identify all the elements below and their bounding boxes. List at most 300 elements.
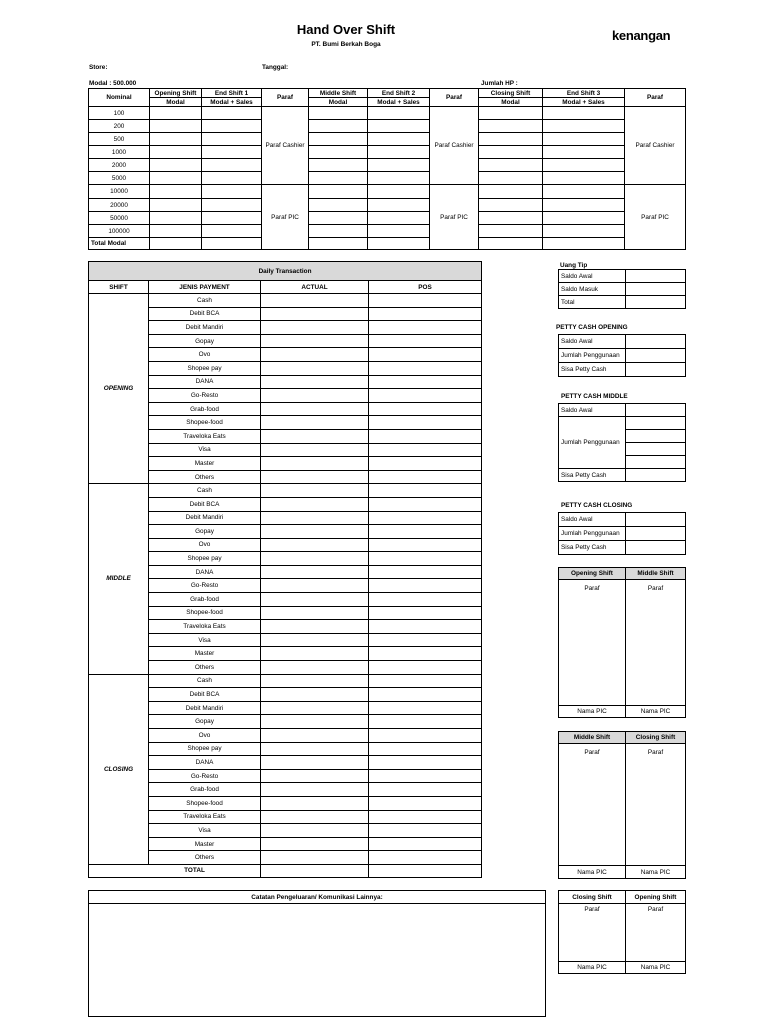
actual-input[interactable] bbox=[261, 810, 369, 824]
payment-type: Shopee-food bbox=[149, 606, 261, 620]
payment-type: Grab-food bbox=[149, 402, 261, 416]
actual-input[interactable] bbox=[261, 701, 369, 715]
actual-input[interactable] bbox=[261, 593, 369, 607]
input-cell[interactable] bbox=[368, 159, 430, 172]
jumlah-hp-label: Jumlah HP : bbox=[481, 80, 518, 87]
actual-input[interactable] bbox=[261, 538, 369, 552]
input-cell[interactable] bbox=[543, 225, 625, 238]
sign1-left-paraf[interactable]: Paraf bbox=[559, 580, 626, 706]
input-cell[interactable] bbox=[202, 172, 262, 185]
pos-input[interactable] bbox=[369, 661, 482, 675]
actual-input[interactable] bbox=[261, 796, 369, 810]
petty-middle-title: PETTY CASH MIDDLE bbox=[561, 393, 628, 400]
col-shift: SHIFT bbox=[89, 281, 149, 294]
total-actual[interactable] bbox=[261, 864, 369, 877]
payment-type: Master bbox=[149, 647, 261, 661]
petty-opening-title: PETTY CASH OPENING bbox=[556, 324, 628, 331]
actual-input[interactable] bbox=[261, 457, 369, 471]
payment-type: Gopay bbox=[149, 334, 261, 348]
pos-input[interactable] bbox=[369, 389, 482, 403]
actual-input[interactable] bbox=[261, 837, 369, 851]
input-cell[interactable] bbox=[202, 199, 262, 212]
input-cell[interactable] bbox=[368, 185, 430, 199]
pos-input[interactable] bbox=[369, 484, 482, 498]
col-pos: POS bbox=[369, 281, 482, 294]
modal-label: Modal : 500.000 bbox=[89, 80, 137, 87]
notes-title: Catatan Pengeluaran/ Komunikasi Lainnya: bbox=[89, 891, 546, 904]
input-cell[interactable] bbox=[150, 172, 202, 185]
actual-input[interactable] bbox=[261, 348, 369, 362]
actual-input[interactable] bbox=[261, 851, 369, 865]
input-cell[interactable] bbox=[202, 238, 262, 250]
row-label: Jumlah Penggunaan bbox=[559, 349, 626, 363]
actual-input[interactable] bbox=[261, 756, 369, 770]
actual-input[interactable] bbox=[261, 334, 369, 348]
input-cell[interactable] bbox=[202, 159, 262, 172]
notes-area[interactable] bbox=[89, 904, 546, 1017]
nominal-cell: 1000 bbox=[89, 146, 150, 159]
col-closing-shift: Closing Shift bbox=[479, 89, 543, 98]
row-label: Total bbox=[559, 296, 626, 309]
col-modal-sales-2: Modal + Sales bbox=[368, 98, 430, 107]
petty-middle-sisa: Sisa Petty Cash bbox=[559, 469, 626, 482]
row-label: Saldo Awal bbox=[559, 270, 626, 283]
petty-middle-jumlah: Jumlah Penggunaan bbox=[559, 417, 626, 469]
actual-input[interactable] bbox=[261, 824, 369, 838]
input-cell[interactable] bbox=[479, 146, 543, 159]
input-cell[interactable] bbox=[626, 417, 686, 430]
payment-type: Go-Resto bbox=[149, 769, 261, 783]
pos-input[interactable] bbox=[369, 796, 482, 810]
input-cell[interactable] bbox=[150, 159, 202, 172]
pos-input[interactable] bbox=[369, 756, 482, 770]
actual-input[interactable] bbox=[261, 375, 369, 389]
input-cell[interactable] bbox=[368, 225, 430, 238]
pos-input[interactable] bbox=[369, 783, 482, 797]
paraf-pic-cell[interactable]: Paraf PIC bbox=[625, 185, 686, 250]
payment-type: Others bbox=[149, 851, 261, 865]
petty-opening-table bbox=[558, 334, 686, 377]
actual-input[interactable] bbox=[261, 606, 369, 620]
actual-input[interactable] bbox=[261, 470, 369, 484]
actual-input[interactable] bbox=[261, 729, 369, 743]
sign3-left-nama[interactable]: Nama PIC bbox=[559, 962, 626, 974]
pos-input[interactable] bbox=[369, 851, 482, 865]
row-label: Sisa Petty Cash bbox=[559, 363, 626, 377]
page-title: Hand Over Shift bbox=[296, 22, 396, 37]
sign2-right-title: Closing Shift bbox=[626, 732, 686, 744]
input-cell[interactable] bbox=[479, 212, 543, 225]
actual-input[interactable] bbox=[261, 402, 369, 416]
pos-input[interactable] bbox=[369, 633, 482, 647]
col-modal-2: Modal bbox=[309, 98, 368, 107]
actual-input[interactable] bbox=[261, 715, 369, 729]
sign3-left-title: Closing Shift bbox=[559, 891, 626, 904]
pos-input[interactable] bbox=[369, 810, 482, 824]
input-cell[interactable] bbox=[368, 199, 430, 212]
input-cell[interactable] bbox=[309, 212, 368, 225]
input-cell[interactable] bbox=[626, 443, 686, 456]
input-cell[interactable] bbox=[309, 172, 368, 185]
input-cell[interactable] bbox=[626, 456, 686, 469]
input-cell[interactable] bbox=[150, 238, 202, 250]
pos-input[interactable] bbox=[369, 334, 482, 348]
actual-input[interactable] bbox=[261, 688, 369, 702]
payment-type: Visa bbox=[149, 824, 261, 838]
input-cell[interactable] bbox=[626, 335, 686, 349]
col-jenis-payment: JENIS PAYMENT bbox=[149, 281, 261, 294]
petty-middle-saldo: Saldo Awal bbox=[559, 404, 626, 417]
sign3-right-nama[interactable]: Nama PIC bbox=[626, 962, 686, 974]
row-label: Saldo Awal bbox=[559, 513, 626, 527]
shift-closing: CLOSING bbox=[89, 674, 149, 864]
notes-box bbox=[88, 890, 546, 1017]
paraf-pic-cell[interactable]: Paraf PIC bbox=[430, 185, 479, 250]
nominal-cell: 2000 bbox=[89, 159, 150, 172]
input-cell[interactable] bbox=[626, 363, 686, 377]
col-actual: ACTUAL bbox=[261, 281, 369, 294]
company-name: PT. Bumi Berkah Boga bbox=[311, 41, 381, 48]
sign1-left-nama[interactable]: Nama PIC bbox=[559, 706, 626, 718]
input-cell[interactable] bbox=[626, 430, 686, 443]
payment-type: Master bbox=[149, 457, 261, 471]
input-cell[interactable] bbox=[626, 513, 686, 527]
input-cell[interactable] bbox=[202, 212, 262, 225]
payment-type: Go-Resto bbox=[149, 389, 261, 403]
pos-input[interactable] bbox=[369, 565, 482, 579]
input-cell[interactable] bbox=[368, 146, 430, 159]
sign3-right-paraf[interactable]: Paraf bbox=[626, 904, 686, 962]
input-cell[interactable] bbox=[368, 238, 430, 250]
col-paraf-1: Paraf bbox=[262, 89, 309, 107]
input-cell[interactable] bbox=[150, 107, 202, 120]
input-cell[interactable] bbox=[309, 120, 368, 133]
actual-input[interactable] bbox=[261, 769, 369, 783]
paraf-cashier-cell[interactable]: Paraf Cashier bbox=[625, 107, 686, 185]
actual-input[interactable] bbox=[261, 525, 369, 539]
shift-opening: OPENING bbox=[89, 294, 149, 484]
input-cell[interactable] bbox=[150, 212, 202, 225]
input-cell[interactable] bbox=[543, 199, 625, 212]
input-cell[interactable] bbox=[309, 107, 368, 120]
input-cell[interactable] bbox=[543, 107, 625, 120]
input-cell[interactable] bbox=[368, 107, 430, 120]
pos-input[interactable] bbox=[369, 824, 482, 838]
payment-type: Ovo bbox=[149, 348, 261, 362]
col-end-shift-1: End Shift 1 bbox=[202, 89, 262, 98]
actual-input[interactable] bbox=[261, 294, 369, 308]
actual-input[interactable] bbox=[261, 307, 369, 321]
uang-tip-table bbox=[558, 269, 686, 309]
input-cell[interactable] bbox=[309, 238, 368, 250]
total-pos[interactable] bbox=[369, 864, 482, 877]
pos-input[interactable] bbox=[369, 443, 482, 457]
pos-input[interactable] bbox=[369, 361, 482, 375]
actual-input[interactable] bbox=[261, 321, 369, 335]
pos-input[interactable] bbox=[369, 416, 482, 430]
sign-box-3 bbox=[558, 890, 686, 974]
col-paraf-2: Paraf bbox=[430, 89, 479, 107]
input-cell[interactable] bbox=[479, 225, 543, 238]
store-label: Store: bbox=[89, 64, 108, 71]
input-cell[interactable] bbox=[368, 133, 430, 146]
sign-box-2 bbox=[558, 731, 686, 879]
nominal-cell: 500 bbox=[89, 133, 150, 146]
input-cell[interactable] bbox=[309, 185, 368, 199]
col-end-shift-3: End Shift 3 bbox=[543, 89, 625, 98]
input-cell[interactable] bbox=[309, 199, 368, 212]
payment-type: Gopay bbox=[149, 525, 261, 539]
input-cell[interactable] bbox=[479, 107, 543, 120]
pos-input[interactable] bbox=[369, 497, 482, 511]
pos-input[interactable] bbox=[369, 429, 482, 443]
payment-type: Master bbox=[149, 837, 261, 851]
pos-input[interactable] bbox=[369, 307, 482, 321]
pos-input[interactable] bbox=[369, 715, 482, 729]
pos-input[interactable] bbox=[369, 769, 482, 783]
brand-logo: kenangan bbox=[612, 28, 671, 43]
input-cell[interactable] bbox=[202, 133, 262, 146]
sign2-left-paraf[interactable]: Paraf bbox=[559, 744, 626, 866]
input-cell[interactable] bbox=[202, 225, 262, 238]
input-cell[interactable] bbox=[543, 133, 625, 146]
input-cell[interactable] bbox=[479, 185, 543, 199]
pos-input[interactable] bbox=[369, 742, 482, 756]
input-cell[interactable] bbox=[309, 159, 368, 172]
sign1-left-title: Opening Shift bbox=[559, 568, 626, 580]
paraf-pic-cell[interactable]: Paraf PIC bbox=[262, 185, 309, 250]
input-cell[interactable] bbox=[543, 172, 625, 185]
actual-input[interactable] bbox=[261, 497, 369, 511]
sign3-left-paraf[interactable]: Paraf bbox=[559, 904, 626, 962]
pos-input[interactable] bbox=[369, 457, 482, 471]
payment-type: Debit Mandiri bbox=[149, 511, 261, 525]
nominal-cell: 100000 bbox=[89, 225, 150, 238]
payment-type: Others bbox=[149, 661, 261, 675]
input-cell[interactable] bbox=[368, 120, 430, 133]
pos-input[interactable] bbox=[369, 348, 482, 362]
nominal-cell: 50000 bbox=[89, 212, 150, 225]
payment-type: DANA bbox=[149, 565, 261, 579]
input-cell[interactable] bbox=[626, 349, 686, 363]
input-cell[interactable] bbox=[543, 212, 625, 225]
actual-input[interactable] bbox=[261, 661, 369, 675]
payment-type: Debit BCA bbox=[149, 307, 261, 321]
pos-input[interactable] bbox=[369, 375, 482, 389]
input-cell[interactable] bbox=[543, 146, 625, 159]
total-label: TOTAL bbox=[89, 864, 261, 877]
pos-input[interactable] bbox=[369, 701, 482, 715]
nominal-cell: 5000 bbox=[89, 172, 150, 185]
payment-type: Grab-food bbox=[149, 783, 261, 797]
sign1-right-paraf[interactable]: Paraf bbox=[626, 580, 686, 706]
input-cell[interactable] bbox=[626, 270, 686, 283]
sign1-right-nama[interactable]: Nama PIC bbox=[626, 706, 686, 718]
payment-type: Go-Resto bbox=[149, 579, 261, 593]
col-end-shift-2: End Shift 2 bbox=[368, 89, 430, 98]
input-cell[interactable] bbox=[543, 185, 625, 199]
payment-type: Grab-food bbox=[149, 593, 261, 607]
actual-input[interactable] bbox=[261, 674, 369, 688]
daily-transaction-title: Daily Transaction bbox=[89, 262, 482, 281]
actual-input[interactable] bbox=[261, 361, 369, 375]
pos-input[interactable] bbox=[369, 470, 482, 484]
pos-input[interactable] bbox=[369, 552, 482, 566]
actual-input[interactable] bbox=[261, 647, 369, 661]
input-cell[interactable] bbox=[543, 120, 625, 133]
payment-type: Gopay bbox=[149, 715, 261, 729]
col-paraf-3: Paraf bbox=[625, 89, 686, 107]
actual-input[interactable] bbox=[261, 552, 369, 566]
pos-input[interactable] bbox=[369, 402, 482, 416]
payment-type: Traveloka Eats bbox=[149, 810, 261, 824]
pos-input[interactable] bbox=[369, 579, 482, 593]
actual-input[interactable] bbox=[261, 484, 369, 498]
input-cell[interactable] bbox=[626, 404, 686, 417]
total-modal-label: Total Modal bbox=[89, 238, 150, 250]
paraf-cashier-cell[interactable]: Paraf Cashier bbox=[262, 107, 309, 185]
input-cell[interactable] bbox=[479, 172, 543, 185]
col-modal-3: Modal bbox=[479, 98, 543, 107]
sign2-left-nama[interactable]: Nama PIC bbox=[559, 866, 626, 879]
modal-table bbox=[88, 88, 686, 250]
payment-type: Debit BCA bbox=[149, 497, 261, 511]
input-cell[interactable] bbox=[543, 238, 625, 250]
actual-input[interactable] bbox=[261, 429, 369, 443]
col-middle-shift: Middle Shift bbox=[309, 89, 368, 98]
payment-type: Visa bbox=[149, 633, 261, 647]
input-cell[interactable] bbox=[543, 159, 625, 172]
input-cell[interactable] bbox=[150, 199, 202, 212]
sign2-right-nama[interactable]: Nama PIC bbox=[626, 866, 686, 879]
input-cell[interactable] bbox=[626, 283, 686, 296]
pos-input[interactable] bbox=[369, 729, 482, 743]
shift-middle: MIDDLE bbox=[89, 484, 149, 674]
input-cell[interactable] bbox=[150, 120, 202, 133]
pos-input[interactable] bbox=[369, 321, 482, 335]
payment-type: Traveloka Eats bbox=[149, 429, 261, 443]
payment-type: Debit Mandiri bbox=[149, 321, 261, 335]
row-label: Saldo Awal bbox=[559, 335, 626, 349]
input-cell[interactable] bbox=[479, 120, 543, 133]
input-cell[interactable] bbox=[150, 225, 202, 238]
payment-type: Debit BCA bbox=[149, 688, 261, 702]
sign1-right-title: Middle Shift bbox=[626, 568, 686, 580]
sign3-right-title: Opening Shift bbox=[626, 891, 686, 904]
col-modal-sales-1: Modal + Sales bbox=[202, 98, 262, 107]
payment-type: Ovo bbox=[149, 729, 261, 743]
input-cell[interactable] bbox=[479, 199, 543, 212]
petty-closing-table bbox=[558, 512, 686, 555]
pos-input[interactable] bbox=[369, 837, 482, 851]
input-cell[interactable] bbox=[202, 120, 262, 133]
pos-input[interactable] bbox=[369, 688, 482, 702]
input-cell[interactable] bbox=[309, 133, 368, 146]
input-cell[interactable] bbox=[202, 107, 262, 120]
input-cell[interactable] bbox=[626, 527, 686, 541]
actual-input[interactable] bbox=[261, 443, 369, 457]
pos-input[interactable] bbox=[369, 674, 482, 688]
payment-type: Traveloka Eats bbox=[149, 620, 261, 634]
actual-input[interactable] bbox=[261, 389, 369, 403]
petty-middle-table bbox=[558, 403, 686, 482]
payment-type: Ovo bbox=[149, 538, 261, 552]
actual-input[interactable] bbox=[261, 620, 369, 634]
actual-input[interactable] bbox=[261, 511, 369, 525]
input-cell[interactable] bbox=[626, 296, 686, 309]
input-cell[interactable] bbox=[626, 541, 686, 555]
actual-input[interactable] bbox=[261, 783, 369, 797]
payment-type: Shopee-food bbox=[149, 796, 261, 810]
row-label: Sisa Petty Cash bbox=[559, 541, 626, 555]
sign2-left-title: Middle Shift bbox=[559, 732, 626, 744]
actual-input[interactable] bbox=[261, 742, 369, 756]
actual-input[interactable] bbox=[261, 416, 369, 430]
payment-type: Shopee-food bbox=[149, 416, 261, 430]
row-label: Jumlah Penggunaan bbox=[559, 527, 626, 541]
pos-input[interactable] bbox=[369, 620, 482, 634]
payment-type: DANA bbox=[149, 375, 261, 389]
nominal-cell: 20000 bbox=[89, 199, 150, 212]
col-modal-1: Modal bbox=[150, 98, 202, 107]
input-cell[interactable] bbox=[479, 133, 543, 146]
date-label: Tanggal: bbox=[262, 64, 289, 71]
pos-input[interactable] bbox=[369, 647, 482, 661]
payment-type: Shopee pay bbox=[149, 552, 261, 566]
payment-type: Cash bbox=[149, 484, 261, 498]
input-cell[interactable] bbox=[309, 225, 368, 238]
input-cell[interactable] bbox=[202, 146, 262, 159]
actual-input[interactable] bbox=[261, 565, 369, 579]
col-opening-shift: Opening Shift bbox=[150, 89, 202, 98]
pos-input[interactable] bbox=[369, 593, 482, 607]
sign2-right-paraf[interactable]: Paraf bbox=[626, 744, 686, 866]
input-cell[interactable] bbox=[368, 172, 430, 185]
input-cell[interactable] bbox=[150, 146, 202, 159]
input-cell[interactable] bbox=[626, 469, 686, 482]
pos-input[interactable] bbox=[369, 538, 482, 552]
pos-input[interactable] bbox=[369, 511, 482, 525]
input-cell[interactable] bbox=[368, 212, 430, 225]
input-cell[interactable] bbox=[150, 133, 202, 146]
input-cell[interactable] bbox=[150, 185, 202, 199]
input-cell[interactable] bbox=[479, 238, 543, 250]
payment-type: Cash bbox=[149, 674, 261, 688]
col-nominal: Nominal bbox=[89, 89, 150, 107]
input-cell[interactable] bbox=[202, 185, 262, 199]
payment-type: Shopee pay bbox=[149, 361, 261, 375]
input-cell[interactable] bbox=[309, 146, 368, 159]
payment-type: Visa bbox=[149, 443, 261, 457]
payment-type: DANA bbox=[149, 756, 261, 770]
actual-input[interactable] bbox=[261, 579, 369, 593]
payment-type: Cash bbox=[149, 294, 261, 308]
row-label: Saldo Masuk bbox=[559, 283, 626, 296]
pos-input[interactable] bbox=[369, 606, 482, 620]
uang-tip-title: Uang Tip bbox=[560, 262, 588, 269]
daily-transaction-table bbox=[88, 261, 482, 878]
input-cell[interactable] bbox=[479, 159, 543, 172]
nominal-cell: 100 bbox=[89, 107, 150, 120]
actual-input[interactable] bbox=[261, 633, 369, 647]
payment-type: Shopee pay bbox=[149, 742, 261, 756]
nominal-cell: 10000 bbox=[89, 185, 150, 199]
payment-type: Debit Mandiri bbox=[149, 701, 261, 715]
pos-input[interactable] bbox=[369, 525, 482, 539]
paraf-cashier-cell[interactable]: Paraf Cashier bbox=[430, 107, 479, 185]
nominal-cell: 200 bbox=[89, 120, 150, 133]
pos-input[interactable] bbox=[369, 294, 482, 308]
